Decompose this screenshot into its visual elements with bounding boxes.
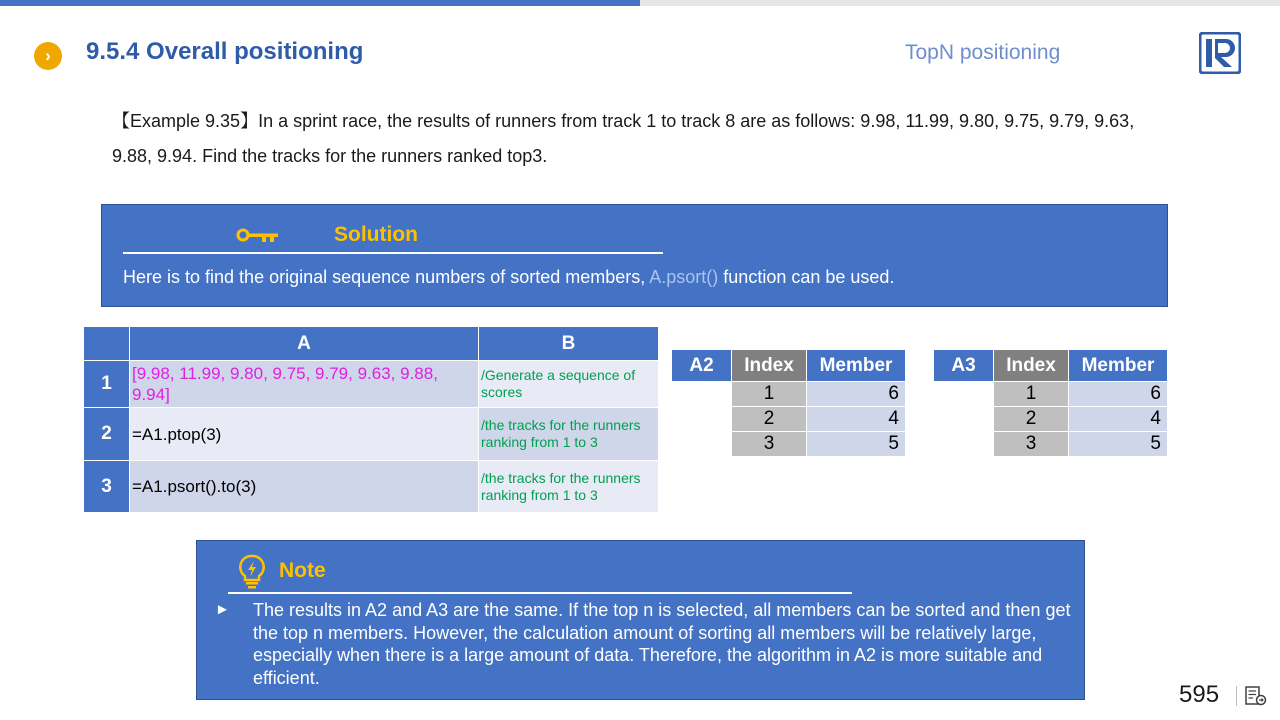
function-name: A.psort() bbox=[649, 267, 719, 287]
row-number: 3 bbox=[84, 461, 130, 513]
result-member: 5 bbox=[807, 432, 906, 457]
note-box bbox=[196, 540, 1085, 700]
result-member: 4 bbox=[807, 407, 906, 432]
lightbulb-icon bbox=[238, 554, 266, 590]
solution-text-after: function can be used. bbox=[718, 267, 895, 287]
cell-b1[interactable]: /Generate a sequence of scores bbox=[479, 361, 659, 408]
key-icon bbox=[236, 224, 280, 246]
code-grid bbox=[83, 326, 659, 513]
member-header: Member bbox=[1069, 350, 1168, 382]
row-number: 1 bbox=[84, 361, 130, 408]
topic-label: TopN positioning bbox=[905, 41, 1061, 64]
note-divider bbox=[228, 592, 852, 594]
row-number: 2 bbox=[84, 408, 130, 461]
result-label: A3 bbox=[934, 350, 994, 382]
result-member: 5 bbox=[1069, 432, 1168, 457]
example-text: 【Example 9.35】In a sprint race, the results of runners from track 1 to track 8 are as follows: 9.98, 11.99, 9.80, 9.75, 9.79, 9.63, 9.88, 9.94. Find the tracks for the runners ranked top3. bbox=[112, 111, 1135, 166]
column-header-a: A bbox=[130, 327, 479, 361]
cell-a2[interactable]: =A1.ptop(3) bbox=[130, 408, 479, 461]
result-index: 2 bbox=[732, 407, 807, 432]
index-header: Index bbox=[732, 350, 807, 382]
result-member: 4 bbox=[1069, 407, 1168, 432]
progress-bar bbox=[0, 0, 1280, 6]
solution-text bbox=[123, 267, 894, 288]
solution-text-before: Here is to find the original sequence numbers of sorted members, bbox=[123, 267, 650, 287]
result-index: 1 bbox=[994, 382, 1069, 407]
solution-box bbox=[101, 204, 1168, 307]
result-table-a3 bbox=[933, 349, 1168, 457]
solution-title: Solution bbox=[334, 223, 418, 246]
cell-a1[interactable]: [9.98, 11.99, 9.80, 9.75, 9.79, 9.63, 9.88, 9.94] bbox=[130, 361, 479, 408]
result-label: A2 bbox=[672, 350, 732, 382]
result-member: 6 bbox=[1069, 382, 1168, 407]
bullet-icon: ► bbox=[215, 601, 230, 618]
result-index: 1 bbox=[732, 382, 807, 407]
section-title: 9.5.4 Overall positioning bbox=[86, 38, 364, 65]
page-number: 595 bbox=[1179, 681, 1220, 708]
result-index: 3 bbox=[732, 432, 807, 457]
note-text: The results in A2 and A3 are the same. If the top n is selected, all members can be sorted and then get the top n members. However, the calculation amount of sorting all members will be relatively large, especially when there is a large amount of data. Therefore, the algorithm in A2 is more suitable and efficient. bbox=[253, 600, 1071, 688]
note-title: Note bbox=[279, 559, 326, 582]
index-header: Index bbox=[994, 350, 1069, 382]
member-header: Member bbox=[807, 350, 906, 382]
r-logo bbox=[1199, 32, 1241, 74]
result-table-a2 bbox=[671, 349, 906, 457]
cell-a3[interactable]: =A1.psort().to(3) bbox=[130, 461, 479, 513]
progress-fill bbox=[0, 0, 640, 6]
footer-divider bbox=[1236, 686, 1237, 706]
result-index: 2 bbox=[994, 407, 1069, 432]
chevron-right-icon: › bbox=[34, 42, 62, 70]
grid-corner bbox=[84, 327, 130, 361]
solution-divider bbox=[123, 252, 663, 254]
cell-b2[interactable]: /the tracks for the runners ranking from 1 to 3 bbox=[479, 408, 659, 461]
cell-b3[interactable]: /the tracks for the runners ranking from 1 to 3 bbox=[479, 461, 659, 513]
result-index: 3 bbox=[994, 432, 1069, 457]
column-header-b: B bbox=[479, 327, 659, 361]
result-member: 6 bbox=[807, 382, 906, 407]
notes-view-icon[interactable] bbox=[1245, 686, 1267, 706]
